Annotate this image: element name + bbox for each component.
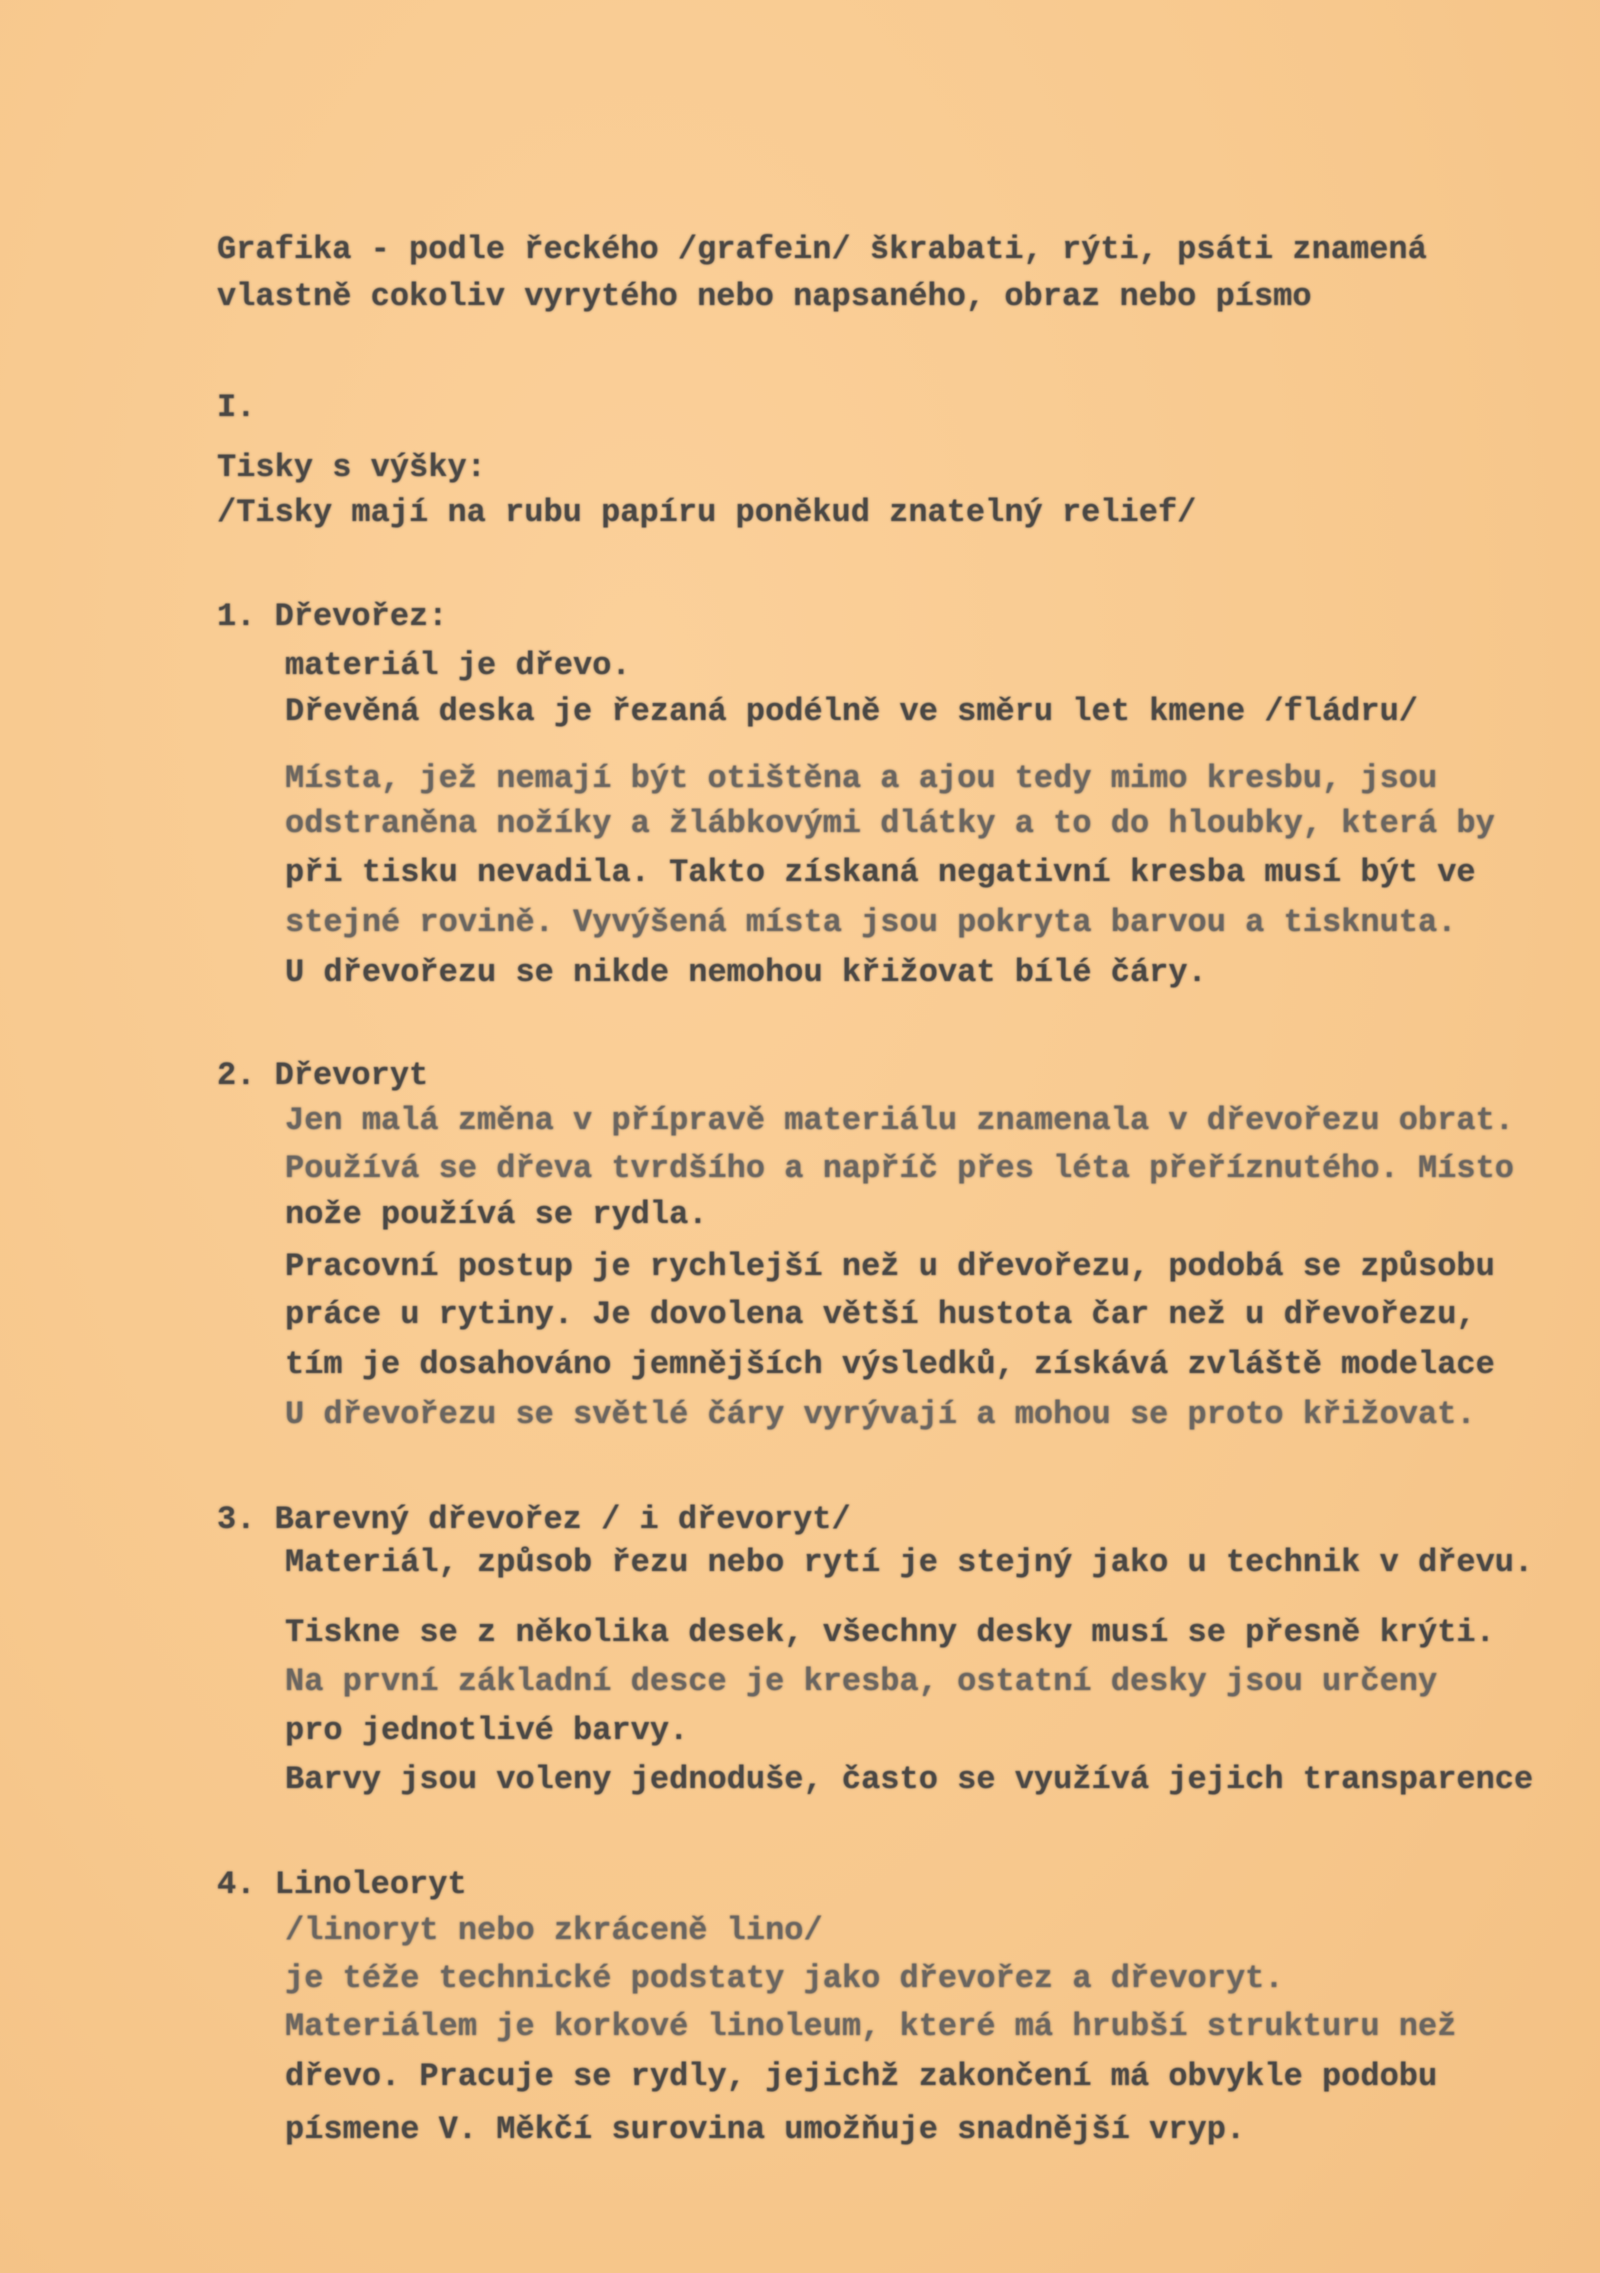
section-line: dřevo. Pracuje se rydly, jejichž zakončení má obvykle podobu [285,2058,1438,2095]
section-heading: 3. Barevný dřevořez / i dřevoryt/ [217,1501,851,1538]
section-line: Pracovní postup je rychlejší než u dřevořezu, podobá se způsobu [285,1248,1495,1285]
section-line: Dřevěná deska je řezaná podélně ve směru let kmene /fládru/ [285,693,1418,730]
intro-line: Grafika - podle řeckého /grafein/ škrabati, rýti, psáti znamená [217,231,1427,268]
section-line: Materiál, způsob řezu nebo rytí je stejný jako u technik v dřevu. [285,1544,1534,1581]
section-line: pro jednotlivé barvy. [285,1712,689,1749]
section-line: Na první základní desce je kresba, ostatní desky jsou určeny [285,1663,1438,1700]
section-line: U dřevořezu se nikde nemohou křižovat bílé čáry. [285,954,1207,991]
section-heading: 4. Linoleoryt [217,1866,467,1903]
part-title: Tisky s výšky: [217,449,486,486]
section-line: při tisku nevadila. Takto získaná negativní kresba musí být ve [285,854,1476,891]
section-line: Místa, jež nemají být otištěna a ajou tedy mimo kresbu, jsou [285,760,1438,797]
section-line: stejné rovině. Vyvýšená místa jsou pokryta barvou a tisknuta. [285,904,1457,941]
section-line: písmene V. Měkčí surovina umožňuje snadnější vryp. [285,2111,1246,2148]
section-line: tím je dosahováno jemnějších výsledků, získává zvláště modelace [285,1346,1495,1383]
section-line: práce u rytiny. Je dovolena větší hustota čar než u dřevořezu, [285,1296,1476,1333]
section-line: Materiálem je korkové linoleum, které má hrubší strukturu než [285,2008,1457,2045]
section-line: Tiskne se z několika desek, všechny desky musí se přesně krýti. [285,1614,1495,1651]
section-line: odstraněna nožíky a žlábkovými dlátky a to do hloubky, která by [285,805,1495,842]
section-line: materiál je dřevo. [285,647,631,684]
section-heading: 1. Dřevořez: [217,598,448,635]
section-heading: 2. Dřevoryt [217,1057,429,1094]
intro-line: vlastně cokoliv vyrytého nebo napsaného, obraz nebo písmo [217,278,1312,315]
part-note: /Tisky mají na rubu papíru poněkud znatelný relief/ [217,494,1197,531]
section-line: Jen malá změna v přípravě materiálu znamenala v dřevořezu obrat. [285,1102,1514,1139]
section-line: Barvy jsou voleny jednoduše, často se využívá jejich transparence [285,1761,1534,1798]
section-line: je téže technické podstaty jako dřevořez a dřevoryt. [285,1960,1284,1997]
section-line: nože používá se rydla. [285,1196,708,1233]
section-line: Používá se dřeva tvrdšího a napříč přes léta přeříznutého. Místo [285,1150,1514,1187]
section-line: U dřevořezu se světlé čáry vyrývají a mohou se proto křižovat. [285,1396,1476,1433]
section-line: /linoryt nebo zkráceně lino/ [285,1912,823,1949]
part-number: I. [217,389,256,426]
